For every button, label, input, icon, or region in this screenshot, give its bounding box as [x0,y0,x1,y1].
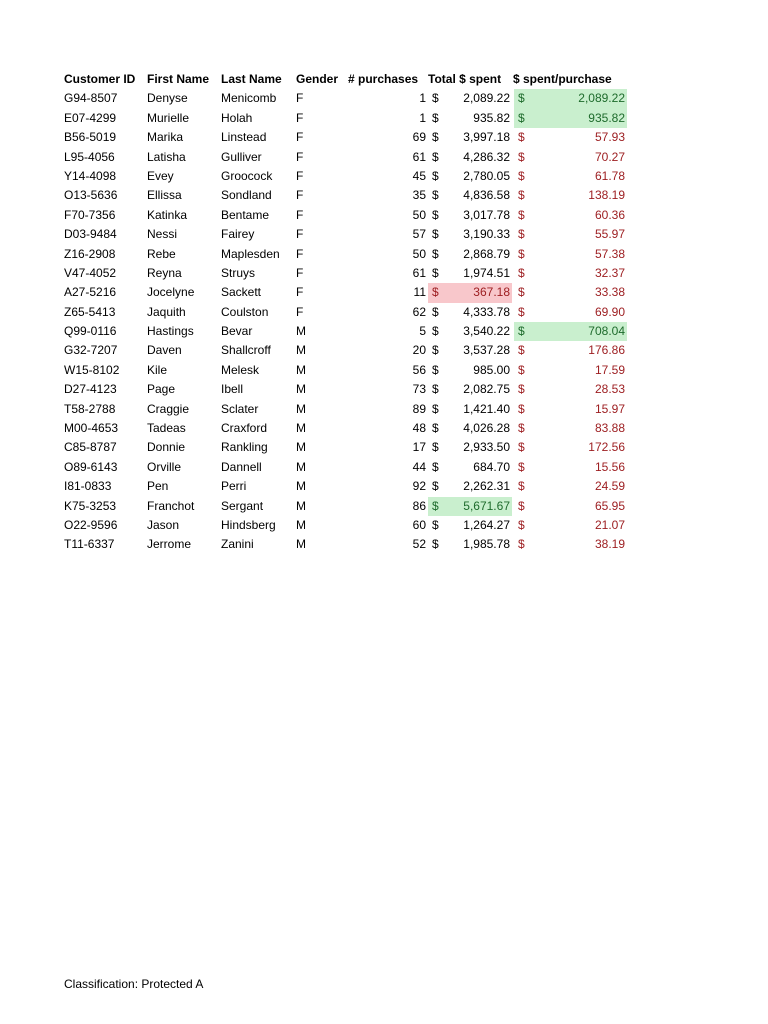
spent-per-purchase-cell [514,245,627,264]
purchases-cell: 89 [412,401,426,416]
total-spent-cell [428,109,512,128]
spent-per-purchase-cell [514,419,627,438]
customer-id-cell: D27-4123 [64,382,117,397]
spent-per-purchase-value: 172.56 [588,440,625,455]
table-row [62,497,632,516]
gender-cell: F [296,91,304,106]
currency-symbol: $ [432,324,439,339]
table-row [62,128,632,147]
spent-per-purchase-cell [514,167,627,186]
first-name-cell: Orville [147,459,182,474]
first-name-cell: Donnie [147,440,186,455]
total-spent-cell [428,380,512,399]
currency-symbol: $ [518,246,525,261]
spent-per-purchase-value: 708.04 [588,324,625,339]
purchases-cell: 57 [412,227,426,242]
total-spent-cell [428,303,512,322]
total-spent-value: 985.00 [473,362,510,377]
total-spent-value: 1,985.78 [463,537,510,552]
spent-per-purchase-value: 935.82 [588,110,625,125]
currency-symbol: $ [518,91,525,106]
spent-per-purchase-cell [514,128,627,147]
total-spent-cell [428,535,512,554]
purchases-cell: 52 [412,537,426,552]
customer-id-cell: O13-5636 [64,188,118,203]
header-gender: Gender [296,72,339,86]
spent-per-purchase-cell [514,283,627,302]
purchases-cell: 11 [413,285,426,300]
gender-cell: F [296,207,304,222]
gender-cell: F [296,110,304,125]
total-spent-value: 4,026.28 [463,421,510,436]
currency-symbol: $ [432,130,439,145]
spent-per-purchase-value: 55.97 [594,227,625,242]
currency-symbol: $ [432,265,439,280]
currency-symbol: $ [518,362,525,377]
total-spent-cell [428,477,512,496]
gender-cell: M [296,479,306,494]
purchases-cell: 69 [412,130,426,145]
header-purchases: # purchases [348,72,419,86]
purchases-cell: 1 [419,110,426,125]
currency-symbol: $ [432,343,439,358]
total-spent-cell [428,361,512,380]
customer-id-cell: Z65-5413 [64,304,116,319]
customer-id-cell: V47-4052 [64,265,117,280]
spent-per-purchase-cell [514,89,627,108]
table-row [62,419,632,438]
spent-per-purchase-cell [514,225,627,244]
last-name-cell: Bevar [221,324,253,339]
customer-id-cell: C85-8787 [64,440,117,455]
total-spent-value: 684.70 [473,459,510,474]
last-name-cell: Craxford [221,421,268,436]
purchases-cell: 62 [412,304,426,319]
customer-id-cell: T11-6337 [64,537,115,552]
gender-cell: M [296,401,306,416]
table-row [62,264,632,283]
total-spent-value: 4,286.32 [463,149,510,164]
total-spent-cell [428,458,512,477]
currency-symbol: $ [518,130,525,145]
last-name-cell: Shallcroff [221,343,271,358]
total-spent-cell [428,245,512,264]
currency-symbol: $ [432,246,439,261]
last-name-cell: Hindsberg [221,517,276,532]
total-spent-cell [428,264,512,283]
gender-cell: M [296,440,306,455]
total-spent-cell [428,283,512,302]
total-spent-value: 3,190.33 [463,227,510,242]
spent-per-purchase-value: 28.53 [594,382,625,397]
customer-id-cell: O89-6143 [64,459,118,474]
total-spent-cell [428,148,512,167]
currency-symbol: $ [432,498,439,513]
purchases-cell: 44 [412,459,426,474]
spent-per-purchase-cell [514,438,627,457]
header-last-name: Last Name [221,72,282,86]
last-name-cell: Groocock [221,168,273,183]
currency-symbol: $ [518,537,525,552]
purchases-cell: 1 [419,91,426,106]
customer-id-cell: K75-3253 [64,498,117,513]
table-row [62,400,632,419]
purchases-cell: 45 [412,168,426,183]
purchases-cell: 60 [412,517,426,532]
last-name-cell: Sergant [221,498,264,513]
customer-id-cell: Q99-0116 [64,324,117,339]
spent-per-purchase-value: 70.27 [594,149,625,164]
first-name-cell: Rebe [147,246,176,261]
currency-symbol: $ [432,188,439,203]
table-row [62,148,632,167]
table-row [62,535,632,554]
gender-cell: M [296,537,306,552]
total-spent-cell [428,206,512,225]
currency-symbol: $ [518,304,525,319]
first-name-cell: Franchot [147,498,195,513]
spent-per-purchase-value: 83.88 [594,421,625,436]
currency-symbol: $ [432,517,439,532]
table-row [62,109,632,128]
currency-symbol: $ [518,479,525,494]
customer-id-cell: D03-9484 [64,227,117,242]
spent-per-purchase-value: 176.86 [588,343,625,358]
spent-per-purchase-value: 38.19 [594,537,625,552]
customer-table [62,70,632,555]
header-total-spent: Total $ spent [428,72,502,86]
last-name-cell: Coulston [221,304,269,319]
currency-symbol: $ [432,479,439,494]
spent-per-purchase-value: 24.59 [594,479,625,494]
total-spent-cell [428,516,512,535]
table-row [62,361,632,380]
first-name-cell: Denyse [147,91,188,106]
last-name-cell: Fairey [221,227,255,242]
first-name-cell: Craggie [147,401,190,416]
spent-per-purchase-cell [514,477,627,496]
spent-per-purchase-value: 65.95 [594,498,625,513]
last-name-cell: Holah [221,110,253,125]
first-name-cell: Daven [147,343,182,358]
last-name-cell: Dannell [221,459,262,474]
spent-per-purchase-cell [514,516,627,535]
last-name-cell: Rankling [221,440,268,455]
currency-symbol: $ [518,265,525,280]
currency-symbol: $ [432,401,439,416]
first-name-cell: Evey [147,168,174,183]
first-name-cell: Jocelyne [147,285,195,300]
spent-per-purchase-value: 21.07 [594,517,625,532]
purchases-cell: 73 [412,382,426,397]
gender-cell: M [296,343,306,358]
purchases-cell: 35 [412,188,426,203]
table-row [62,380,632,399]
table-row [62,225,632,244]
last-name-cell: Gulliver [221,149,262,164]
total-spent-cell [428,438,512,457]
gender-cell: F [296,188,304,203]
spent-per-purchase-value: 15.56 [594,459,625,474]
spent-per-purchase-cell [514,400,627,419]
first-name-cell: Kile [147,362,168,377]
table-row [62,516,632,535]
currency-symbol: $ [518,324,525,339]
total-spent-value: 2,868.79 [463,246,510,261]
header-customer-id: Customer ID [64,72,136,86]
last-name-cell: Maplesden [221,246,280,261]
total-spent-value: 4,836.58 [463,188,510,203]
spent-per-purchase-value: 61.78 [594,168,625,183]
customer-id-cell: G32-7207 [64,343,118,358]
currency-symbol: $ [432,440,439,455]
currency-symbol: $ [518,149,525,164]
table-row [62,322,632,341]
currency-symbol: $ [518,498,525,513]
total-spent-cell [428,341,512,360]
currency-symbol: $ [432,149,439,164]
customer-id-cell: I81-0833 [64,479,112,494]
first-name-cell: Jerrome [147,537,192,552]
spent-per-purchase-cell [514,458,627,477]
total-spent-cell [428,225,512,244]
purchases-cell: 50 [412,246,426,261]
currency-symbol: $ [518,227,525,242]
spent-per-purchase-cell [514,322,627,341]
currency-symbol: $ [518,285,525,300]
gender-cell: F [296,227,304,242]
spent-per-purchase-value: 17.59 [594,362,625,377]
currency-symbol: $ [432,227,439,242]
spent-per-purchase-cell [514,109,627,128]
spent-per-purchase-cell [514,264,627,283]
last-name-cell: Ibell [221,382,244,397]
spent-per-purchase-cell [514,148,627,167]
table-header-row [62,70,632,89]
last-name-cell: Sondland [221,188,272,203]
currency-symbol: $ [518,168,525,183]
currency-symbol: $ [432,91,439,106]
first-name-cell: Murielle [147,110,190,125]
spent-per-purchase-cell [514,303,627,322]
total-spent-cell [428,186,512,205]
total-spent-cell [428,419,512,438]
customer-id-cell: T58-2788 [64,401,116,416]
first-name-cell: Jason [147,517,180,532]
total-spent-value: 3,540.22 [463,324,510,339]
last-name-cell: Melesk [221,362,260,377]
spent-per-purchase-cell [514,497,627,516]
currency-symbol: $ [432,421,439,436]
table-row [62,206,632,225]
total-spent-cell [428,89,512,108]
customer-id-cell: M00-4653 [64,421,119,436]
total-spent-value: 1,974.51 [463,265,510,280]
table-row [62,186,632,205]
currency-symbol: $ [432,304,439,319]
gender-cell: M [296,324,306,339]
spent-per-purchase-cell [514,380,627,399]
first-name-cell: Reyna [147,265,182,280]
spent-per-purchase-cell [514,361,627,380]
purchases-cell: 61 [412,265,426,280]
purchases-cell: 20 [412,343,426,358]
purchases-cell: 50 [412,207,426,222]
gender-cell: M [296,421,306,436]
total-spent-cell [428,497,512,516]
total-spent-value: 367.18 [473,285,510,300]
last-name-cell: Sackett [221,285,262,300]
table-body [62,89,632,554]
currency-symbol: $ [518,207,525,222]
table-row [62,303,632,322]
total-spent-cell [428,322,512,341]
currency-symbol: $ [518,188,525,203]
total-spent-value: 2,089.22 [463,91,510,106]
currency-symbol: $ [432,537,439,552]
last-name-cell: Bentame [221,207,270,222]
first-name-cell: Latisha [147,149,186,164]
spent-per-purchase-value: 57.38 [594,246,625,261]
classification-label: Classification: Protected A [64,977,204,991]
gender-cell: M [296,362,306,377]
gender-cell: F [296,304,304,319]
table-row [62,167,632,186]
customer-id-cell: A27-5216 [64,285,117,300]
total-spent-value: 1,264.27 [463,517,510,532]
total-spent-cell [428,400,512,419]
spent-per-purchase-value: 57.93 [594,130,625,145]
header-spent-per-purchase: $ spent/purchase [513,72,612,86]
total-spent-value: 3,537.28 [463,343,510,358]
total-spent-value: 3,017.78 [463,207,510,222]
customer-id-cell: F70-7356 [64,207,116,222]
customer-id-cell: W15-8102 [64,362,120,377]
spent-per-purchase-value: 69.90 [594,304,625,319]
gender-cell: F [296,168,304,183]
currency-symbol: $ [518,459,525,474]
gender-cell: M [296,498,306,513]
currency-symbol: $ [518,421,525,436]
purchases-cell: 48 [412,421,426,436]
spent-per-purchase-value: 138.19 [588,188,625,203]
total-spent-value: 935.82 [473,110,510,125]
first-name-cell: Katinka [147,207,188,222]
last-name-cell: Perri [221,479,247,494]
customer-id-cell: E07-4299 [64,110,117,125]
purchases-cell: 92 [412,479,426,494]
purchases-cell: 61 [412,149,426,164]
table-row [62,245,632,264]
purchases-cell: 86 [412,498,426,513]
currency-symbol: $ [518,401,525,416]
customer-id-cell: O22-9596 [64,517,118,532]
first-name-cell: Hastings [147,324,194,339]
spent-per-purchase-cell [514,341,627,360]
first-name-cell: Ellissa [147,188,182,203]
first-name-cell: Jaquith [147,304,186,319]
spent-per-purchase-value: 32.37 [594,265,625,280]
total-spent-value: 2,780.05 [463,168,510,183]
total-spent-value: 1,421.40 [463,401,510,416]
purchases-cell: 56 [412,362,426,377]
spent-per-purchase-cell [514,186,627,205]
first-name-cell: Tadeas [147,421,186,436]
first-name-cell: Page [147,382,176,397]
currency-symbol: $ [518,440,525,455]
first-name-cell: Pen [147,479,169,494]
last-name-cell: Menicomb [221,91,277,106]
last-name-cell: Linstead [221,130,267,145]
total-spent-value: 2,262.31 [463,479,510,494]
currency-symbol: $ [432,285,439,300]
last-name-cell: Zanini [221,537,254,552]
gender-cell: M [296,517,306,532]
customer-id-cell: B56-5019 [64,130,117,145]
currency-symbol: $ [432,207,439,222]
currency-symbol: $ [432,459,439,474]
gender-cell: F [296,246,304,261]
customer-id-cell: Z16-2908 [64,246,116,261]
purchases-cell: 5 [419,324,426,339]
currency-symbol: $ [432,382,439,397]
table-row [62,477,632,496]
spent-per-purchase-value: 33.38 [594,285,625,300]
total-spent-cell [428,128,512,147]
customer-id-cell: L95-4056 [64,149,115,164]
spent-per-purchase-cell [514,535,627,554]
currency-symbol: $ [518,110,525,125]
table-row [62,283,632,302]
total-spent-value: 5,671.67 [463,498,510,513]
gender-cell: M [296,459,306,474]
last-name-cell: Struys [221,265,256,280]
spent-per-purchase-value: 15.97 [594,401,625,416]
purchases-cell: 17 [412,440,426,455]
total-spent-cell [428,167,512,186]
currency-symbol: $ [518,382,525,397]
spent-per-purchase-value: 2,089.22 [578,91,625,106]
total-spent-value: 2,933.50 [463,440,510,455]
total-spent-value: 2,082.75 [463,382,510,397]
currency-symbol: $ [518,517,525,532]
spent-per-purchase-value: 60.36 [594,207,625,222]
currency-symbol: $ [432,110,439,125]
first-name-cell: Nessi [147,227,178,242]
total-spent-value: 3,997.18 [463,130,510,145]
table-row [62,341,632,360]
table-row [62,458,632,477]
table-row [62,89,632,108]
header-first-name: First Name [147,72,210,86]
last-name-cell: Sclater [221,401,259,416]
table-row [62,438,632,457]
customer-id-cell: G94-8507 [64,91,118,106]
gender-cell: F [296,285,304,300]
currency-symbol: $ [518,343,525,358]
spent-per-purchase-cell [514,206,627,225]
currency-symbol: $ [432,362,439,377]
gender-cell: F [296,149,304,164]
total-spent-value: 4,333.78 [463,304,510,319]
gender-cell: F [296,265,304,280]
customer-id-cell: Y14-4098 [64,168,117,183]
gender-cell: M [296,382,306,397]
first-name-cell: Marika [147,130,184,145]
currency-symbol: $ [432,168,439,183]
gender-cell: F [296,130,304,145]
